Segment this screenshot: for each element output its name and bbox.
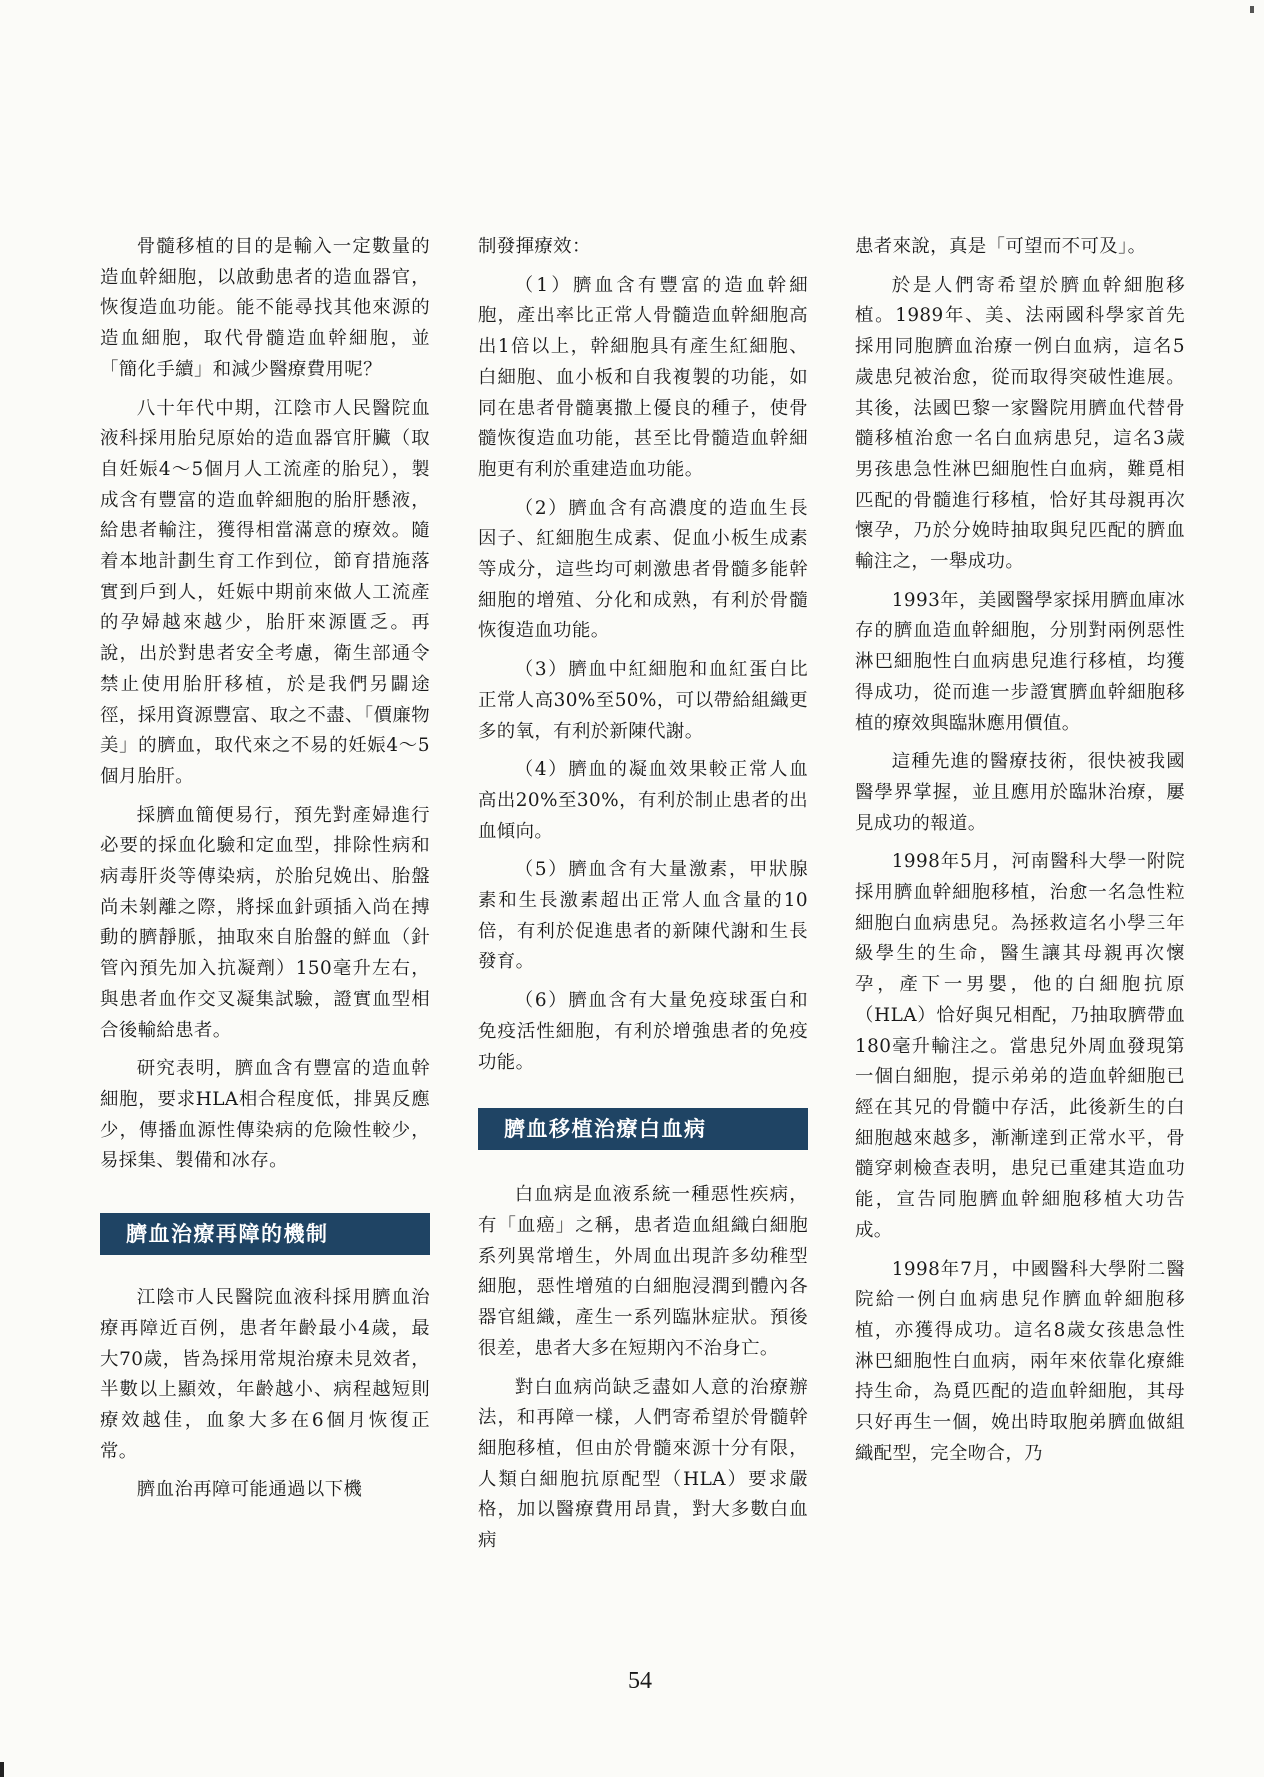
paragraph: 臍血治再障可能通過以下機 xyxy=(136,1479,363,1501)
paragraph: 八十年代中期，江陰市人民醫院血液科採用胎兒原始的造血器官肝臟（取自妊娠4～5個月人工流產的胎兒），製成含有豐富的造血幹細胞的胎肝懸液，給患者輸注，獲得相當滿意的療效。隨着本地計劃生育工作到位，節育措施落實到戶到人，妊娠中期前來做人工流產的孕婦越來越少，胎肝來源匱乏。再說，出於對患者安全考慮，衛生部通令禁止使用胎肝移植，於是我們另闢途徑，採用資源豐富、取之不盡、「價廉物美」的臍血，取代來之不易的妊娠4～5個月胎肝。 xyxy=(100,397,430,787)
paragraph: （5）臍血含有大量激素，甲狀腺素和生長激素超出正常人血含量的10倍，有利於促進患者的新陳代謝和生長發育。 xyxy=(478,859,808,973)
paragraph: 1998年5月，河南醫科大學一附院採用臍血幹細胞移植，治愈一名急性粒細胞白血病患兒。為拯救這名小學三年級學生的生命，醫生讓其母親再次懷孕，產下一男嬰，他的白細胞抗原（HLA）恰好與兄相配，乃抽取臍帶血180毫升輸注之。當患兒外周血發現第一個白細胞，提示弟弟的造血幹細胞已經在其兄的骨髓中存活，此後新生的白細胞越來越多，漸漸達到正常水平，骨髓穿刺檢查表明，患兒已重建其造血功能，宣告同胞臍血幹細胞移植大功告成。 xyxy=(855,851,1185,1241)
scan-mark xyxy=(0,1762,4,1777)
column-3 xyxy=(855,232,1185,1477)
paragraph: 採臍血簡便易行，預先對產婦進行必要的採血化驗和定血型，排除性病和病毒肝炎等傳染病，於胎兒娩出、胎盤尚未剝離之際，將採血針頭插入尚在搏動的臍靜脈，抽取來自胎盤的鮮血（針管內預先加入抗凝劑）150毫升左右，與患者血作交叉凝集試驗，證實血型相合後輸給患者。 xyxy=(100,804,430,1041)
paragraph: 1998年7月，中國醫科大學附二醫院給一例白血病患兒作臍血幹細胞移植，亦獲得成功。這名8歲女孩患急性淋巴細胞性白血病，兩年來依靠化療維持生命，為覓匹配的造血幹細胞，其母只好再生一個，娩出時取胞弟臍血做組織配型，完全吻合，乃 xyxy=(855,1258,1185,1464)
paragraph: 這種先進的醫療技術，很快被我國醫學界掌握，並且應用於臨牀治療，屢見成功的報道。 xyxy=(855,751,1185,834)
paragraph: （6）臍血含有大量免疫球蛋白和免疫活性細胞，有利於增強患者的免疫功能。 xyxy=(478,990,808,1073)
paragraph: 1993年，美國醫學家採用臍血庫冰存的臍血造血幹細胞，分別對兩例惡性淋巴細胞性白血病患兒進行移植，均獲得成功，從而進一步證實臍血幹細胞移植的療效與臨牀應用價值。 xyxy=(855,589,1185,734)
paragraph: （3）臍血中紅細胞和血紅蛋白比正常人高30%至50%，可以帶給組織更多的氧，有利於新陳代謝。 xyxy=(478,659,808,742)
paragraph: 骨髓移植的目的是輸入一定數量的造血幹細胞，以啟動患者的造血器官，恢復造血功能。能不能尋找其他來源的造血細胞，取代骨髓造血幹細胞，並「簡化手續」和減少醫療費用呢？ xyxy=(100,236,430,380)
paragraph: 對白血病尚缺乏盡如人意的治療辦法，和再障一樣，人們寄希望於骨髓幹細胞移植，但由於骨髓來源十分有限，人類白細胞抗原配型（HLA）要求嚴格，加以醫療費用昂貴，對大多數白血病 xyxy=(478,1376,808,1552)
paragraph: 於是人們寄希望於臍血幹細胞移植。1989年、美、法兩國科學家首先採用同胞臍血治療一例白血病，這名5歲患兒被治愈，從而取得突破性進展。其後，法國巴黎一家醫院用臍血代替骨髓移植治愈一名白血病患兒，這名3歲男孩患急性淋巴細胞性白血病，難覓相匹配的骨髓進行移植，恰好其母親再次懷孕，乃於分娩時抽取與兒匹配的臍血輸注之，一舉成功。 xyxy=(855,274,1185,573)
section-heading: 臍血移植治療白血病 xyxy=(478,1108,808,1150)
column-1 xyxy=(100,232,430,1514)
paragraph: （2）臍血含有高濃度的造血生長因子、紅細胞生成素、促血小板生成素等成分，這些均可刺激患者骨髓多能幹細胞的增殖、分化和成熟，有利於骨髓恢復造血功能。 xyxy=(478,497,808,642)
column-2 xyxy=(478,232,808,1565)
paragraph: （1）臍血含有豐富的造血幹細胞，產出率比正常人骨髓造血幹細胞高出1倍以上，幹細胞具有產生紅細胞、白細胞、血小板和自我複製的功能，如同在患者骨髓裏撒上優良的種子，使骨髓恢復造血功能，甚至比骨髓造血幹細胞更有利於重建造血功能。 xyxy=(478,274,808,480)
paragraph: 白血病是血液系統一種惡性疾病，有「血癌」之稱，患者造血組織白細胞系列異常增生，外周血出現許多幼稚型細胞，惡性增殖的白細胞浸潤到體內各器官組織，產生一系列臨牀症狀。預後很差，患者大多在短期內不治身亡。 xyxy=(478,1184,808,1359)
paragraph: 制發揮療效： xyxy=(478,236,591,257)
paragraph: 患者來說，真是「可望而不可及」。 xyxy=(855,236,1147,257)
scan-dot xyxy=(1250,6,1254,13)
paragraph: （4）臍血的凝血效果較正常人血高出20%至30%，有利於制止患者的出血傾向。 xyxy=(478,759,808,842)
paragraph: 江陰市人民醫院血液科採用臍血治療再障近百例，患者年齡最小4歲，最大70歲，皆為採用常規治療未見效者，半數以上顯效，年齡越小、病程越短則療效越佳，血象大多在6個月恢復正常。 xyxy=(100,1287,430,1462)
page-number: 54 xyxy=(628,1668,652,1694)
section-heading: 臍血治療再障的機制 xyxy=(100,1213,430,1255)
paragraph: 研究表明，臍血含有豐富的造血幹細胞，要求HLA相合程度低，排異反應少，傳播血源性傳染病的危險性較少，易採集、製備和冰存。 xyxy=(100,1058,430,1172)
